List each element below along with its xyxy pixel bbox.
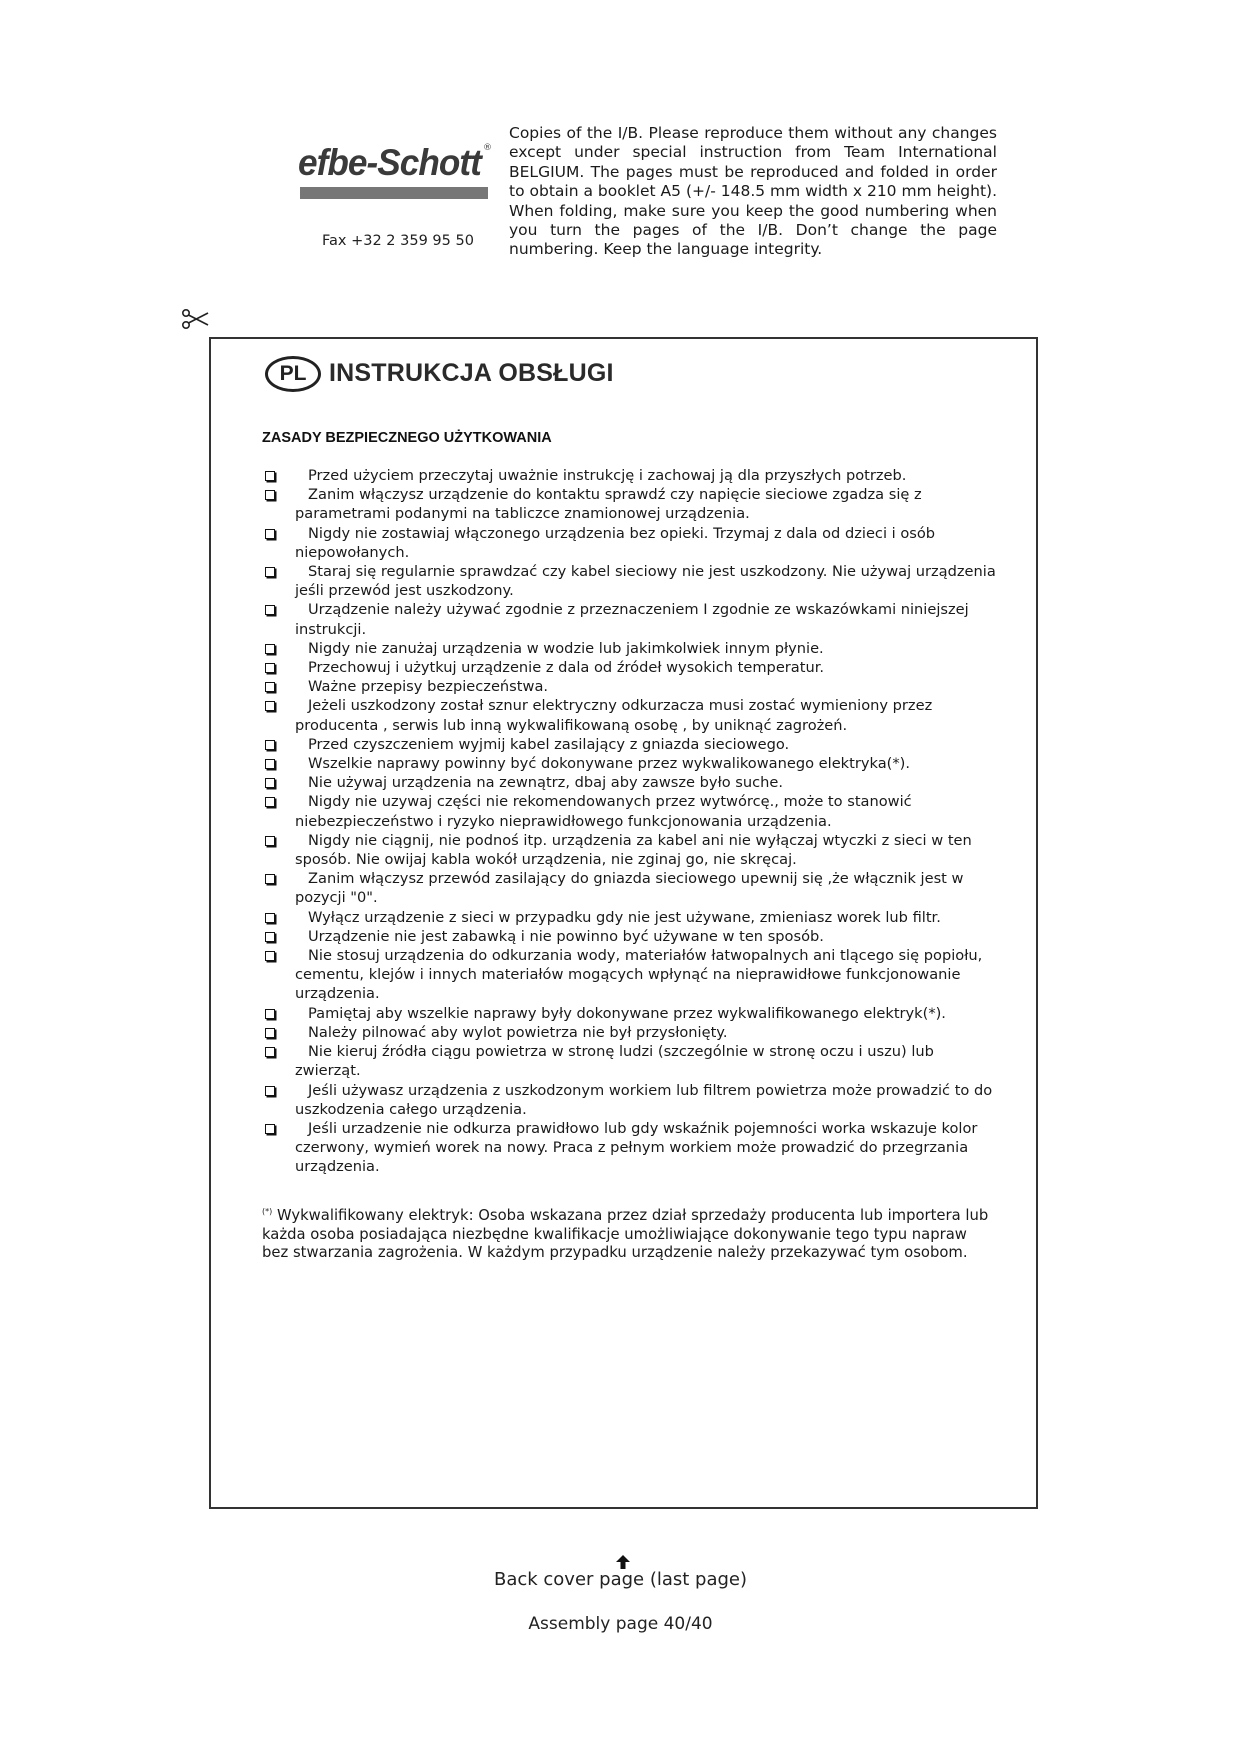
- rule-text: Urządzenie należy używać zgodnie z przeznaczeniem I zgodnie ze wskazówkami niniejszej instrukcji.: [295, 601, 969, 638]
- list-item: [262, 927, 996, 946]
- list-item: [262, 1119, 996, 1177]
- rule-text: Nie kieruj źródła ciągu powietrza w stronę ludzi (szczególnie w stronę oczu i uszu) lub zwierząt.: [295, 1043, 934, 1080]
- registered-mark: ®: [483, 143, 492, 153]
- checkbox-bullet-icon: [265, 1047, 275, 1057]
- list-item: [262, 773, 996, 792]
- rule-text: Pamiętaj aby wszelkie naprawy były dokonywane przez wykwalifikowanego elektryk(*).: [308, 1004, 946, 1022]
- list-item: [262, 908, 996, 927]
- checkbox-bullet-icon: [265, 605, 275, 615]
- list-item: [262, 754, 996, 773]
- list-item: [262, 485, 996, 523]
- list-item: [262, 831, 996, 869]
- list-item: [262, 562, 996, 600]
- rule-text: Nigdy nie uzywaj części nie rekomendowanych przez wytwórcę., może to stanowić niebezpieczeństwo i ryzyko nieprawidłowego funkcjonowania urządzenia.: [295, 793, 912, 830]
- list-item: [262, 1004, 996, 1023]
- checkbox-bullet-icon: [265, 567, 275, 577]
- list-item: [262, 1081, 996, 1119]
- arrow-up-icon: [615, 1554, 631, 1570]
- rule-text: Wszelkie naprawy powinny być dokonywane przez wykwalikowanego elektryka(*).: [308, 755, 910, 773]
- checkbox-bullet-icon: [265, 932, 275, 942]
- manual-title: INSTRUKCJA OBSŁUGI: [329, 359, 614, 387]
- rule-text: Zanim włączysz urządzenie do kontaktu sprawdź czy napięcie sieciowe zgadza się z parametrami podanymi na tabliczce znamionowej urządzenia.: [295, 486, 922, 523]
- rule-text: Ważne przepisy bezpieczeństwa.: [308, 678, 549, 696]
- list-item: [262, 658, 996, 677]
- scissors-icon: [180, 306, 212, 332]
- checkbox-bullet-icon: [265, 663, 275, 673]
- safety-rules-list: [262, 466, 996, 1177]
- rule-text: Staraj się regularnie sprawdzać czy kabel sieciowy nie jest uszkodzony. Nie używaj urządzenia jeśli przewód jest uszkodzony.: [295, 563, 996, 600]
- rule-text: Przechowuj i użytkuj urządzenie z dala od źródeł wysokich temperatur.: [308, 659, 825, 677]
- rule-text: Nigdy nie zanużaj urządzenia w wodzie lub jakimkolwiek innym płynie.: [308, 639, 824, 657]
- assembly-page-label: Assembly page 40/40: [528, 1614, 713, 1634]
- list-item: [262, 1023, 996, 1042]
- footnote-text: Wykwalifikowany elektryk: Osoba wskazana przez dział sprzedaży producenta lub importera lub każda osoba posiadająca niezbędne kwalifikacje umożliwiające dokonywanie tego typu napraw bez stwarzania zagrożenia. W każdym przypadku urządzenie należy przekazywać tym osobom.: [262, 1206, 989, 1262]
- footnote: [262, 1203, 996, 1263]
- checkbox-bullet-icon: [265, 471, 275, 481]
- list-item: [262, 792, 996, 830]
- checkbox-bullet-icon: [265, 759, 275, 769]
- checkbox-bullet-icon: [265, 490, 275, 500]
- checkbox-bullet-icon: [265, 1086, 275, 1096]
- brand-logo: [298, 143, 490, 199]
- checkbox-bullet-icon: [265, 529, 275, 539]
- checkbox-bullet-icon: [265, 644, 275, 654]
- rule-text: Nigdy nie ciągnij, nie podnoś itp. urządzenia za kabel ani nie wyłączaj wtyczki z sieci w ten sposób. Nie owijaj kabla wokół urządzenia, nie zginaj go, nie skręcaj.: [295, 831, 972, 869]
- list-item: [262, 735, 996, 754]
- rule-text: Jeśli urzadzenie nie odkurza prawidłowo lub gdy wskaźnik pojemności worka wskazuje kolor czerwony, wymień worek na nowy. Praca z pełnym workiem może prowadzić do przegrzania urządzenia.: [295, 1119, 978, 1176]
- checkbox-bullet-icon: [265, 778, 275, 788]
- checkbox-bullet-icon: [265, 913, 275, 923]
- checkbox-bullet-icon: [265, 836, 275, 846]
- list-item: [262, 696, 996, 734]
- rule-text: Nie stosuj urządzenia do odkurzania wody, materiałów łatwopalnych ani tlącego się popiołu, cementu, klejów i innych materiałów mogących wpłynąć na nieprawidłowe funkcjonowanie urządzenia.: [295, 947, 983, 1003]
- list-item: [262, 869, 996, 907]
- checkbox-bullet-icon: [265, 797, 275, 807]
- rule-text: Jeżeli uszkodzony został sznur elektryczny odkurzacza musi zostać wymieniony przez producenta , serwis lub inną wykwalifikowaną osobę , by uniknąć zagrożeń.: [295, 697, 933, 734]
- footnote-mark: (*): [262, 1207, 273, 1216]
- checkbox-bullet-icon: [265, 1124, 275, 1134]
- logo-underline-bar: [300, 187, 488, 199]
- rule-text: Należy pilnować aby wylot powietrza nie był przysłonięty.: [308, 1023, 728, 1041]
- checkbox-bullet-icon: [265, 951, 275, 961]
- checkbox-bullet-icon: [265, 740, 275, 750]
- list-item: [262, 677, 996, 696]
- checkbox-bullet-icon: [265, 682, 275, 692]
- checkbox-bullet-icon: [265, 874, 275, 884]
- fax-number: Fax +32 2 359 95 50: [322, 233, 474, 249]
- list-item: [262, 466, 996, 485]
- rule-text: Urządzenie nie jest zabawką i nie powinno być używane w ten sposób.: [308, 927, 824, 945]
- checkbox-bullet-icon: [265, 1028, 275, 1038]
- list-item: [262, 524, 996, 562]
- reproduction-instructions: Copies of the I/B. Please reproduce them without any changes except under special instruction from Team International BELGIUM. The pages must be reproduced and folded in order to obtain a booklet A5 (+/- 148.5 mm width x 210 mm height). When folding, make sure you keep the good numbering when you turn the pages of the I/B. Don’t change the page numbering. Keep the language integrity.: [509, 124, 997, 259]
- list-item: [262, 946, 996, 1004]
- checkbox-bullet-icon: [265, 701, 275, 711]
- list-item: [262, 639, 996, 658]
- language-badge: PL: [265, 356, 321, 392]
- rule-text: Przed użyciem przeczytaj uważnie instrukcję i zachowaj ją dla przyszłych potrzeb.: [308, 467, 907, 484]
- rule-text: Nigdy nie zostawiaj włączonego urządzenia bez opieki. Trzymaj z dala od dzieci i osób niepowołanych.: [295, 524, 936, 561]
- rule-text: Wyłącz urządzenie z sieci w przypadku gdy nie jest używane, zmieniasz worek lub filtr.: [308, 908, 941, 926]
- rule-text: Jeśli używasz urządzenia z uszkodzonym workiem lub filtrem powietrza może prowadzić to do uszkodzenia całego urządzenia.: [295, 1081, 993, 1118]
- list-item: [262, 1042, 996, 1080]
- logo-text: efbe-Schott: [298, 142, 481, 183]
- rule-text: Przed czyszczeniem wyjmij kabel zasilający z gniazda sieciowego.: [308, 735, 790, 753]
- back-cover-label: Back cover page (last page): [493, 1569, 748, 1590]
- rule-text: Nie używaj urządzenia na zewnątrz, dbaj aby zawsze było suche.: [308, 774, 784, 792]
- section-heading: ZASADY BEZPIECZNEGO UŻYTKOWANIA: [262, 430, 552, 446]
- rule-text: Zanim włączysz przewód zasilający do gniazda sieciowego upewnij się ,że włącznik jest w pozycji "0".: [295, 870, 964, 907]
- checkbox-bullet-icon: [265, 1009, 275, 1019]
- list-item: [262, 600, 996, 638]
